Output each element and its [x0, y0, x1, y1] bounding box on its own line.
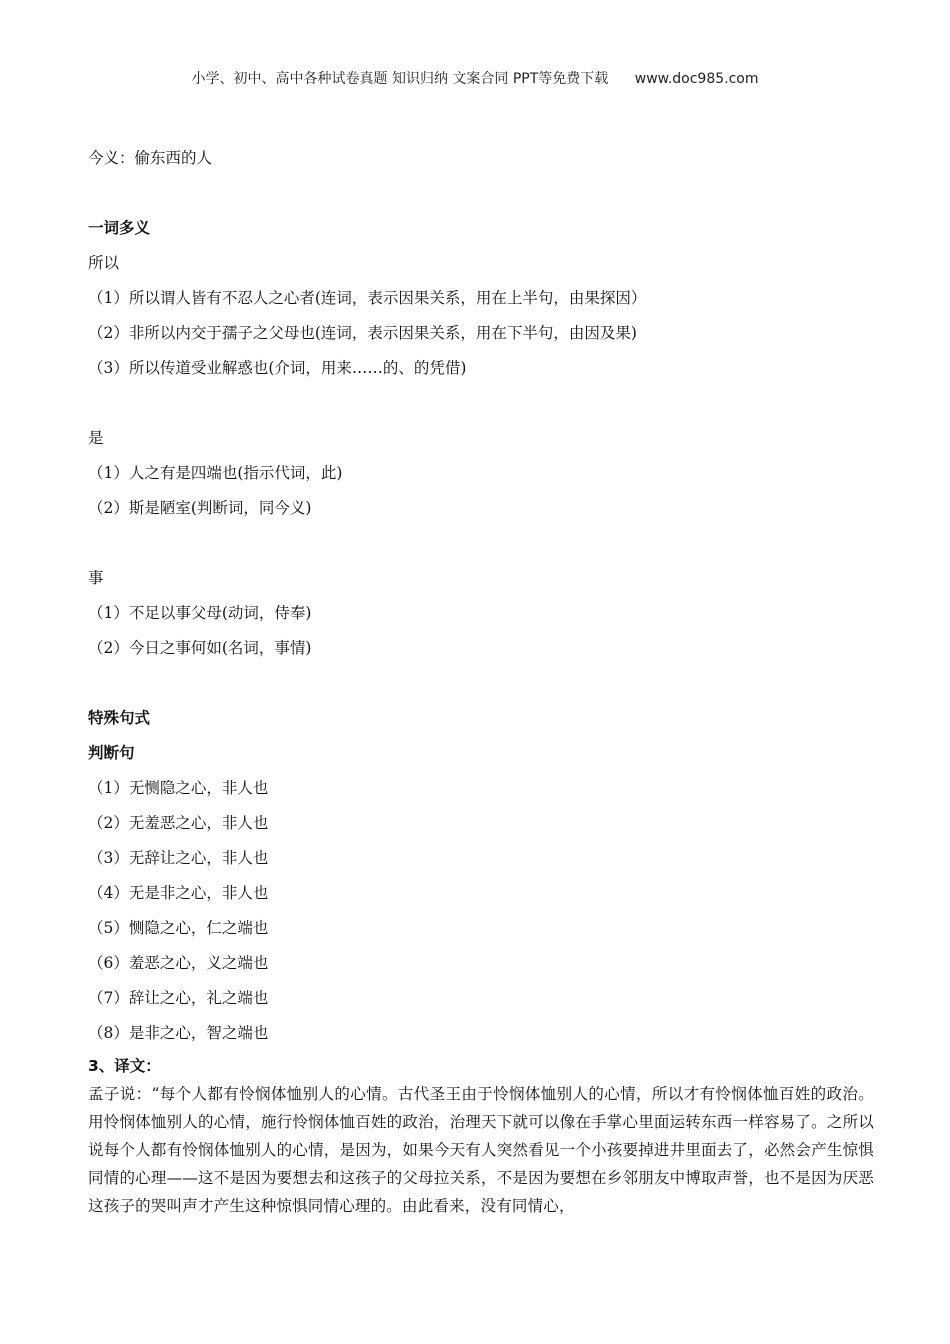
page-header: [0, 68, 950, 88]
section-title-panduan: 判断句: [88, 744, 135, 762]
list-item: （2）无羞恶之心，非人也: [88, 814, 269, 832]
list-item: （1）不足以事父母(动词，侍奉): [88, 604, 312, 622]
list-item: （5）恻隐之心，仁之端也: [88, 919, 269, 937]
translation-paragraph: 孟子说：“每个人都有怜悯体恤别人的心情。古代圣王由于怜悯体恤别人的心情，所以才有怜悯体恤百姓的政治。用怜悯体恤别人的心情，施行怜悯体恤百姓的政治，治理天下就可以像在手掌心里面运转东西一样容易了。之所以说每个人都有怜悯体恤别人的心情，是因为，如果今天有人突然看见一个小孩要掉进井里面去了，必然会产生惊惧同情的心理——这不是因为要想去和这孩子的父母拉关系，不是因为要想在乡邻朋友中博取声誉，也不是因为厌恶这孩子的哭叫声才产生这种惊惧同情心理的。由此看来，没有同情心，: [88, 1085, 874, 1215]
list-item: （6）羞恶之心，义之端也: [88, 954, 269, 972]
section-title-teshu: 特殊句式: [88, 709, 151, 727]
list-item: （1）所以谓人皆有不忍人之心者(连词，表示因果关系，用在上半句，由果探因）: [88, 289, 647, 307]
list-item: （1）人之有是四端也(指示代词，此): [88, 464, 343, 482]
header-text: 小学、初中、高中各种试卷真题 知识归纳 文案合同 PPT等免费下载: [191, 71, 609, 87]
list-item: （7）辞让之心，礼之端也: [88, 989, 269, 1007]
section-title-yici: 一词多义: [88, 219, 151, 237]
word-shi2: 事: [88, 569, 104, 587]
list-item: （8）是非之心，智之端也: [88, 1024, 269, 1042]
jinyi-line: 今义：偷东西的人: [88, 149, 213, 167]
list-item: （2）今日之事何如(名词，事情): [88, 639, 312, 657]
word-suoyi: 所以: [88, 254, 120, 272]
list-item: （2）非所以内交于孺子之父母也(连词，表示因果关系，用在下半句，由因及果): [88, 324, 637, 342]
list-item: （4）无是非之心，非人也: [88, 884, 269, 902]
list-item: （3）所以传道受业解惑也(介词，用来……的、的凭借): [88, 359, 467, 377]
list-item: （2）斯是陋室(判断词，同今义): [88, 499, 312, 517]
header-site-link[interactable]: www.doc985.com: [634, 71, 759, 87]
list-item: （3）无辞让之心，非人也: [88, 849, 269, 867]
word-shi: 是: [88, 429, 104, 447]
list-item: （1）无恻隐之心，非人也: [88, 779, 269, 797]
section-title-yiwen: 3、译文：: [88, 1057, 161, 1075]
